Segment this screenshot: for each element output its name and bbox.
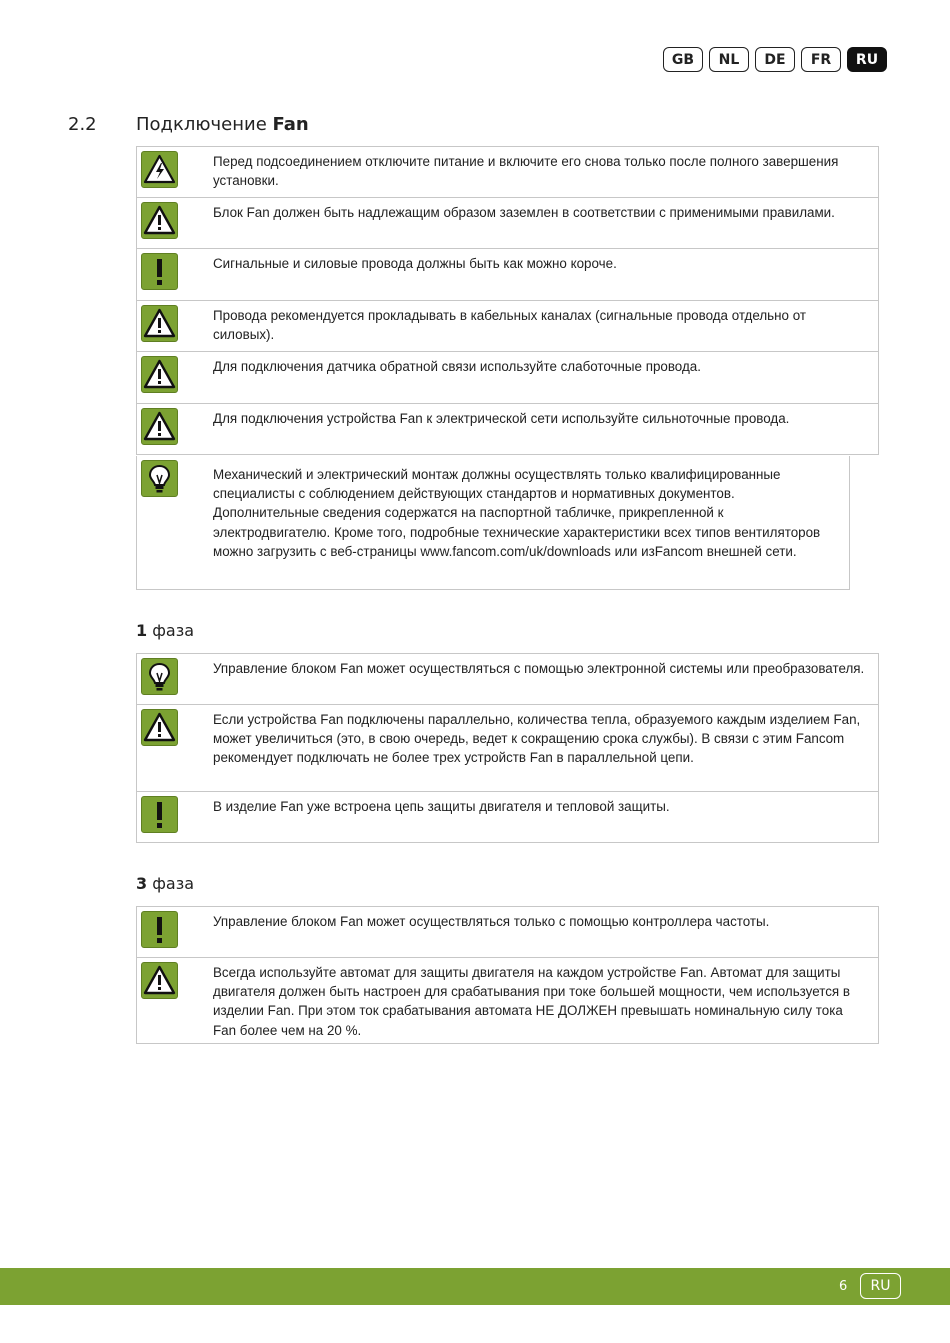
exclamation-icon [141, 911, 178, 948]
note-text: Перед подсоединением отключите питание и включите его снова только после полного завершения установки. [213, 154, 839, 189]
warning-icon [141, 408, 178, 445]
lang-button-nl[interactable]: NL [709, 47, 749, 72]
general-notes-table [136, 146, 879, 455]
note-row [136, 198, 879, 249]
lang-button-gb[interactable]: GB [663, 47, 703, 72]
footer-bar [0, 1268, 950, 1305]
note-text: Управление блоком Fan может осуществляться только с помощью контроллера частоты. [213, 914, 770, 929]
language-selector [663, 47, 887, 72]
warning-icon [141, 709, 178, 746]
note-text: Управление блоком Fan может осуществляться с помощью электронной системы или преобразователя. [213, 661, 865, 676]
warning-icon [141, 305, 178, 342]
note-text: Всегда используйте автомат для защиты двигателя на каждом устройстве Fan. Автомат для защиты двигателя должен быть настроен для срабатывания при токе большей мощности, чем используется в изделии Fan. При этом ток срабатывания автомата НЕ ДОЛЖЕН превышать номинальную силу тока Fan более чем на 20 %. [213, 965, 850, 1038]
note-row [136, 249, 879, 301]
exclamation-icon [141, 253, 178, 290]
lightbulb-icon [141, 658, 178, 695]
footer-lang-badge: RU [860, 1273, 901, 1299]
phase1-table [136, 653, 879, 843]
note-row [136, 958, 879, 1044]
warning-icon [141, 202, 178, 239]
lang-button-fr[interactable]: FR [801, 47, 841, 72]
high-voltage-icon [141, 151, 178, 188]
lightbulb-icon [141, 460, 178, 497]
section-number: 2.2 [68, 114, 97, 135]
phase3-table [136, 906, 879, 1044]
section-title-text: Подключение [136, 114, 273, 135]
tip-row [136, 456, 850, 590]
warning-icon [141, 356, 178, 393]
section-title-bold: Fan [272, 114, 309, 135]
lang-button-ru[interactable]: RU [847, 47, 887, 72]
note-text: В изделие Fan уже встроена цепь защиты двигателя и тепловой защиты. [213, 799, 670, 814]
tip-text: Механический и электрический монтаж должны осуществлять только квалифицированные специалисты с соблюдением действующих стандартов и нормативных документов. Дополнительные сведения содержатся на паспортной табличке, прикрепленной к электродвигателю. Кроме того, подробные технические характеристики всех типов вентиляторов можно загрузить с веб-страницы www.fancom.com/uk/downloads или изFancom внешней сети. [213, 467, 821, 559]
note-text: Провода рекомендуется прокладывать в кабельных каналах (сигнальные провода отдельно от силовых). [213, 308, 806, 343]
tip-table [136, 456, 850, 590]
note-text: Для подключения устройства Fan к электрической сети используйте сильноточные провода. [213, 411, 790, 426]
phase1-heading [136, 621, 194, 640]
note-row [136, 653, 879, 705]
note-row [136, 352, 879, 404]
phase1-number: 1 [136, 621, 148, 640]
warning-icon [141, 962, 178, 999]
note-text: Сигнальные и силовые провода должны быть как можно короче. [213, 256, 617, 271]
phase3-heading [136, 874, 194, 893]
exclamation-icon [141, 796, 178, 833]
phase1-label: фаза [147, 621, 195, 640]
section-heading [68, 114, 309, 135]
note-row [136, 404, 879, 455]
note-text: Для подключения датчика обратной связи используйте слаботочные провода. [213, 359, 701, 374]
note-row [136, 301, 879, 352]
page-number: 6 [839, 1279, 848, 1294]
note-row [136, 146, 879, 198]
note-row [136, 906, 879, 958]
note-row [136, 792, 879, 843]
lang-button-de[interactable]: DE [755, 47, 795, 72]
note-text: Если устройства Fan подключены параллельно, количества тепла, образуемого каждым изделием Fan, может увеличиться (это, в свою очередь, ведет к сокращению срока службы). В связи с этим Fancom рекомендует подключать не более трех устройств Fan в параллельной цепи. [213, 712, 861, 766]
phase3-number: 3 [136, 874, 148, 893]
note-text: Блок Fan должен быть надлежащим образом заземлен в соответствии с применимыми правилами. [213, 205, 835, 220]
phase3-label: фаза [147, 874, 195, 893]
note-row [136, 705, 879, 792]
